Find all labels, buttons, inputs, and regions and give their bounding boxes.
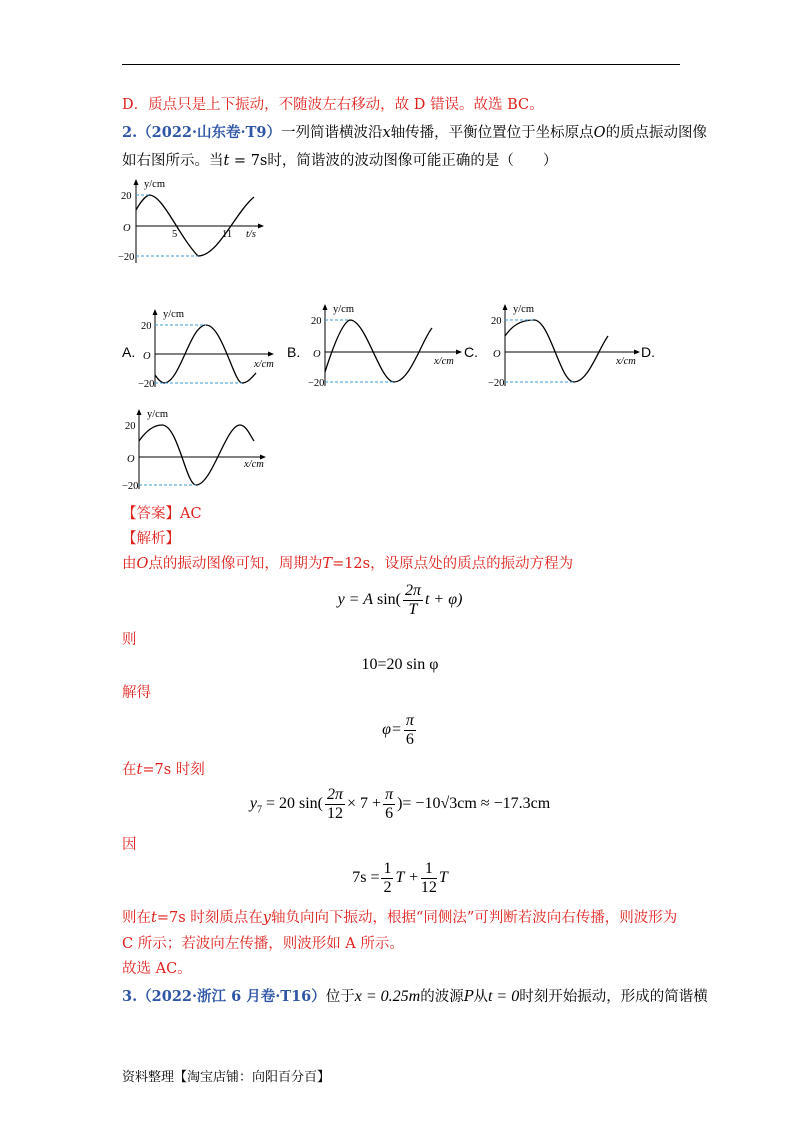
sol-text: 点的振动图像可知，周期为 (148, 556, 323, 572)
frac-num: 2π (404, 582, 421, 599)
tick-20: 20 (125, 421, 136, 432)
frac-num: π (385, 786, 394, 803)
eq-part: t + φ) (424, 591, 463, 609)
question-source: （2022·山东卷·T9） (137, 124, 281, 141)
eq-subscript: 7 (256, 804, 262, 816)
sol-var-o: O (136, 556, 149, 572)
y-axis-label: y/cm (513, 304, 534, 315)
frac-den: 6 (385, 805, 394, 822)
sol-var-y: y (262, 910, 271, 926)
sol-var-t: T (322, 556, 333, 572)
tick-20: 20 (121, 191, 132, 202)
eq-part: T (438, 869, 448, 887)
fraction (383, 786, 395, 823)
x-axis-label: x/cm (244, 459, 264, 470)
y-axis-label: y/cm (163, 309, 184, 320)
option-a-label: A. (122, 344, 136, 360)
x-axis-label: x/cm (434, 356, 454, 367)
fraction (404, 712, 416, 749)
tick-neg20: −20 (118, 252, 135, 263)
origin-label: O (123, 223, 131, 234)
at-time-label (122, 760, 205, 780)
header-rule (122, 64, 680, 65)
eq-part: T + (395, 869, 419, 887)
frac-den: 12 (327, 805, 343, 822)
origin-label: O (493, 349, 501, 360)
tick-neg20: −20 (308, 378, 325, 389)
tick-neg20: −20 (122, 481, 139, 492)
t-axis-label: t/s (246, 229, 256, 240)
question-3-stem (122, 987, 708, 1007)
question-2-stem-line2 (122, 151, 557, 171)
tick-20: 20 (141, 321, 152, 332)
frac-num: 1 (421, 860, 437, 879)
frac-den: 6 (405, 731, 414, 748)
question-source: （2022·浙江 6 月卷·T16） (137, 988, 326, 1005)
tick-11: 11 (222, 229, 233, 240)
conclusion-line-2: C 所示；若波向左传播，则波形如 A 所示。 (122, 936, 404, 952)
tick-neg20: −20 (488, 378, 505, 389)
option-d-explanation: D．质点只是上下振动，不随波左右移动，故 D 错误。故选 BC。 (122, 97, 544, 113)
stem-eq: = 7s (229, 153, 268, 169)
option-b-graph (308, 300, 468, 390)
solve-label: 解得 (122, 685, 151, 701)
eq-part: y (249, 795, 257, 813)
origin-label: O (143, 351, 151, 362)
origin-label: O (313, 349, 321, 360)
eq-part: × 7 + (347, 795, 382, 813)
sol-text: =12s，设原点处的质点的振动方程为 (332, 556, 574, 572)
analysis-title: 【解析】 (122, 531, 180, 547)
frac-num: 1 (383, 860, 392, 877)
sol-text: 则在 (122, 910, 151, 926)
eq-part: 7s = (352, 869, 380, 887)
frac-den: 2 (383, 879, 392, 896)
frac-den: T (408, 601, 418, 618)
option-c-label: C. (464, 344, 478, 360)
frac-den: 12 (420, 879, 437, 896)
tick-5: 5 (172, 229, 178, 240)
origin-label: O (127, 454, 135, 465)
fraction (381, 860, 393, 897)
stem-text: 时，简谐波的波动图像可能正确的是（ ） (267, 153, 558, 169)
option-c-graph (488, 300, 648, 390)
stem-text: 如右图所示。当 (122, 153, 224, 169)
stem-eq: t = 0 (487, 988, 520, 1005)
stem-text: 时刻开始振动，形成的简谐横 (519, 989, 708, 1005)
y-axis-label: y/cm (333, 304, 354, 315)
vibration-graph (118, 175, 288, 270)
stem-text: 的波源 (420, 989, 464, 1005)
stem-text: 一列简谐横波沿 (280, 125, 383, 141)
frac-num: 2π (327, 786, 344, 803)
frac-num: π (405, 712, 414, 729)
equation-2: 10=20 sin φ (361, 656, 439, 673)
equation-1 (0, 582, 800, 619)
equation-4 (0, 786, 800, 823)
fraction (403, 582, 423, 619)
sol-text: 轴负向向下振动，根据“同侧法”可判断若波向右传播，则波形为 (270, 910, 678, 926)
eq-part: = 20 sin( (261, 795, 323, 813)
tick-20: 20 (311, 316, 322, 327)
question-2-stem-line1 (122, 123, 707, 143)
equation-3 (0, 712, 800, 749)
equation-5 (0, 860, 800, 897)
option-b-label: B. (287, 344, 301, 360)
stem-var-o: O (593, 125, 606, 141)
tick-neg20: −20 (138, 379, 155, 390)
fraction (421, 860, 437, 897)
eq-part: )= −10√3cm ≈ −17.3cm (397, 795, 551, 813)
tick-20: 20 (491, 316, 502, 327)
y-axis-label: y/cm (147, 409, 168, 420)
eq-part: y = A (337, 591, 373, 609)
stem-text: 从 (473, 989, 488, 1005)
option-d-graph (122, 405, 282, 495)
eq-part: φ= (382, 721, 402, 739)
stem-eq: x = 0.25m (354, 988, 421, 1005)
y-axis-label: y/cm (144, 179, 165, 190)
stem-var-t: t (223, 153, 230, 169)
x-axis-label: x/cm (616, 356, 636, 367)
question-number: 3. (122, 988, 138, 1005)
because-label: 因 (122, 837, 137, 853)
stem-var-x: x (382, 125, 391, 141)
stem-var-p: P (463, 989, 474, 1005)
sol-text: 在 (122, 762, 137, 778)
stem-text: 轴传播，平衡位置位于坐标原点 (390, 125, 594, 141)
sol-text: =7s 时刻质点在 (156, 910, 263, 926)
fraction (325, 786, 345, 823)
eq-part: sin( (376, 591, 401, 609)
conclusion-line-1 (122, 908, 677, 928)
answer: 【答案】AC (122, 506, 202, 522)
option-a-graph (138, 305, 286, 390)
conclusion-line-3: 故选 AC。 (122, 961, 192, 977)
sol-text: =7s 时刻 (142, 762, 205, 778)
stem-text: 位于 (325, 989, 355, 1005)
option-d-label: D. (641, 344, 655, 360)
stem-text: 的质点振动图像 (605, 125, 708, 141)
sol-var-t: t (151, 910, 157, 926)
x-axis-label: x/cm (254, 359, 274, 370)
question-number: 2. (122, 124, 138, 141)
sol-var-t: t (136, 762, 143, 778)
footer: 资料整理【淘宝店铺：向阳百分百】 (122, 1070, 331, 1085)
then-label: 则 (122, 632, 137, 648)
solution-line-1 (122, 554, 573, 574)
sol-text: 由 (122, 556, 137, 572)
